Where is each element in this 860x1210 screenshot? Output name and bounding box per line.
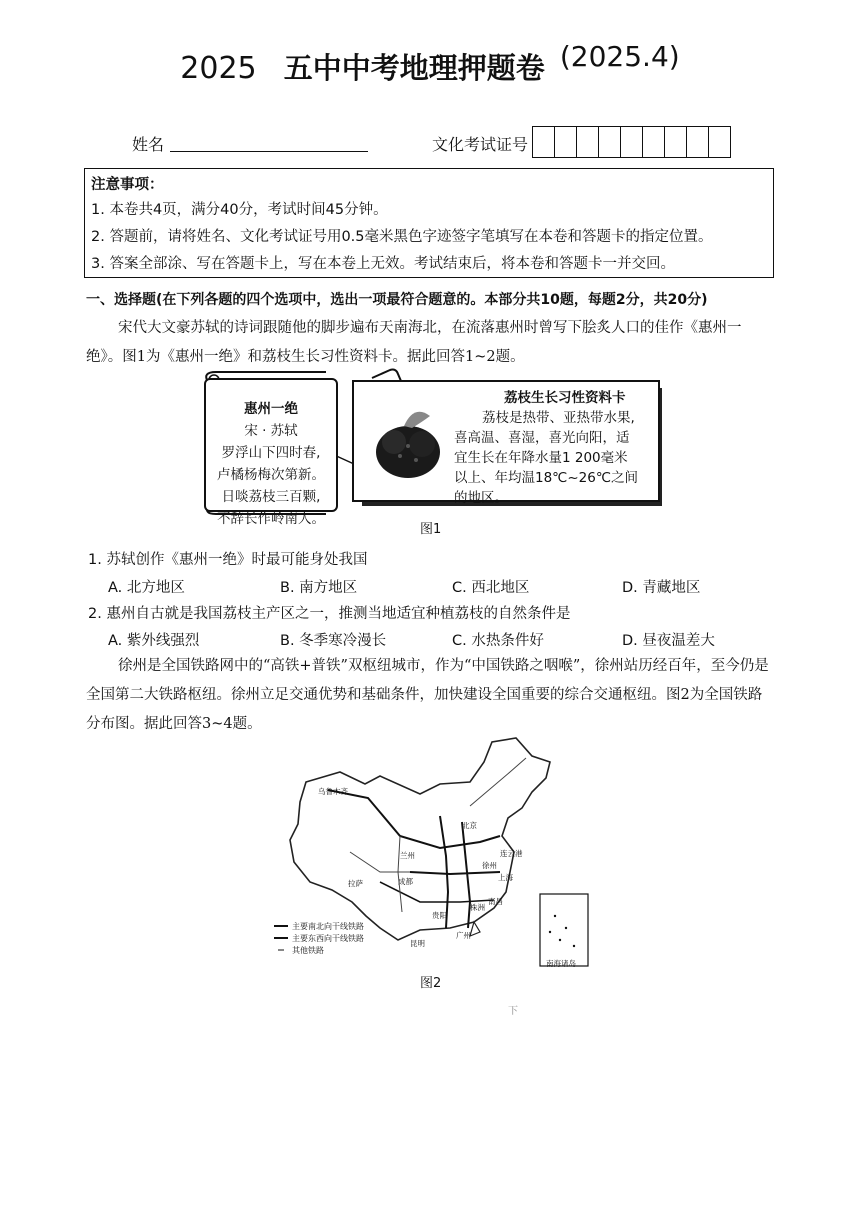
- notice-item: 1. 本卷共4页，满分40分，考试时间45分钟。: [91, 202, 388, 218]
- litchi-image-icon: [364, 396, 454, 486]
- q2-option-b[interactable]: B. 冬季寒冷漫长: [280, 633, 387, 649]
- section2-intro: 徐州是全国铁路网中的“高铁+普铁”双枢纽城市，作为“中国铁路之咽喉”，徐州站历经百年，至今仍是全国第二大铁路枢纽。徐州立足交通优势和基础条件，加快建设全国重要的综合交通枢纽。图2为全国铁路分布图。据此回答3~4题。: [86, 658, 769, 732]
- inset-label: 南海诸岛: [546, 959, 576, 968]
- card-line: 宜生长在年降水量1 200毫米: [454, 450, 628, 466]
- name-label: 姓名: [132, 135, 165, 154]
- poem-line: 日啖荔枝三百颗,: [221, 489, 321, 505]
- card-title: 荔枝生长习性资料卡: [504, 390, 626, 406]
- city-label: 徐州: [482, 861, 497, 870]
- notice-item: 2. 答题前，请将姓名、文化考试证号用0.5毫米黑色字迹签字笔填写在本卷和答题卡的指定位置。: [91, 229, 713, 245]
- notice-item: 3. 答案全部涂、写在答题卡上，写在本卷上无效。考试结束后，将本卷和答题卡一并交回。: [91, 256, 675, 272]
- poem-title: 惠州一绝: [244, 401, 298, 417]
- city-label: 广州: [456, 931, 471, 940]
- city-label: 北京: [462, 821, 477, 830]
- city-label: 乌鲁木齐: [318, 787, 348, 796]
- q2-option-a[interactable]: A. 紫外线强烈: [108, 633, 200, 649]
- legend-item: 其他铁路: [292, 946, 324, 955]
- city-label: 兰州: [400, 851, 415, 860]
- q1-option-c[interactable]: C. 西北地区: [452, 580, 530, 596]
- q2-option-c[interactable]: C. 水热条件好: [452, 633, 544, 649]
- q1-stem: 1. 苏轼创作《惠州一绝》时最可能身处我国: [88, 552, 368, 568]
- name-field[interactable]: [170, 150, 368, 152]
- poem-author: 宋 · 苏轼: [244, 423, 298, 439]
- city-label: 连云港: [500, 849, 523, 858]
- section1-intro: 宋代大文豪苏轼的诗词跟随他的脚步遍布天南海北，在流落惠州时曾写下脍炙人口的佳作《惠州一绝》。图1为《惠州一绝》和荔枝生长习性资料卡。据此回答1~2题。: [86, 320, 742, 365]
- city-label: 株洲: [470, 903, 485, 912]
- notice-heading: 注意事项：: [91, 177, 164, 193]
- q2-option-d[interactable]: D. 昼夜温差大: [622, 633, 715, 649]
- city-label: 南昌: [488, 897, 503, 906]
- legend-item: 主要南北向干线铁路: [292, 922, 364, 931]
- exam-id-label: 文化考试证号: [432, 135, 529, 154]
- exam-id-boxes[interactable]: [532, 126, 731, 158]
- exam-title: [0, 40, 860, 87]
- q1-option-b[interactable]: B. 南方地区: [280, 580, 358, 596]
- title-year: 2025: [180, 51, 257, 86]
- footer-fragment: 下: [508, 1006, 518, 1017]
- title-text: 五中中考地理押题卷: [283, 51, 545, 85]
- section1-heading: 一、选择题(在下列各题的四个选项中，选出一项最符合题意的。本部分共10题，每题2分，共20分): [86, 292, 708, 308]
- poem-line: 卢橘杨梅次第新。: [217, 467, 325, 483]
- q1-option-d[interactable]: D. 青藏地区: [622, 580, 701, 596]
- litchi-card: [352, 380, 660, 506]
- poem-line: 不辞长作岭南人。: [217, 511, 325, 527]
- poem-line: 罗浮山下四时春,: [221, 445, 321, 461]
- poem-scroll: [204, 378, 338, 527]
- city-label: 贵阳: [432, 911, 447, 920]
- legend-symbols: [272, 920, 292, 956]
- q1-option-a[interactable]: A. 北方地区: [108, 580, 185, 596]
- card-line: 以上、年均温18℃~26℃之间: [454, 470, 638, 486]
- legend-item: 主要东西向干线铁路: [292, 934, 364, 943]
- city-label: 昆明: [410, 939, 425, 948]
- card-line: 的地区。: [454, 490, 508, 506]
- title-date: (2025.4): [559, 40, 680, 73]
- city-label: 成都: [398, 877, 413, 886]
- figure2-caption: 图2: [420, 976, 442, 991]
- city-label: 上海: [498, 873, 513, 882]
- card-line: 喜高温、喜湿，喜光向阳，适: [454, 430, 630, 446]
- card-line: 荔枝是热带、亚热带水果,: [482, 410, 635, 426]
- figure1-caption: 图1: [420, 522, 442, 537]
- city-label: 拉萨: [348, 879, 363, 888]
- notice-box: [84, 168, 774, 278]
- q2-stem: 2. 惠州自古就是我国荔枝主产区之一，推测当地适宜种植荔枝的自然条件是: [88, 606, 571, 622]
